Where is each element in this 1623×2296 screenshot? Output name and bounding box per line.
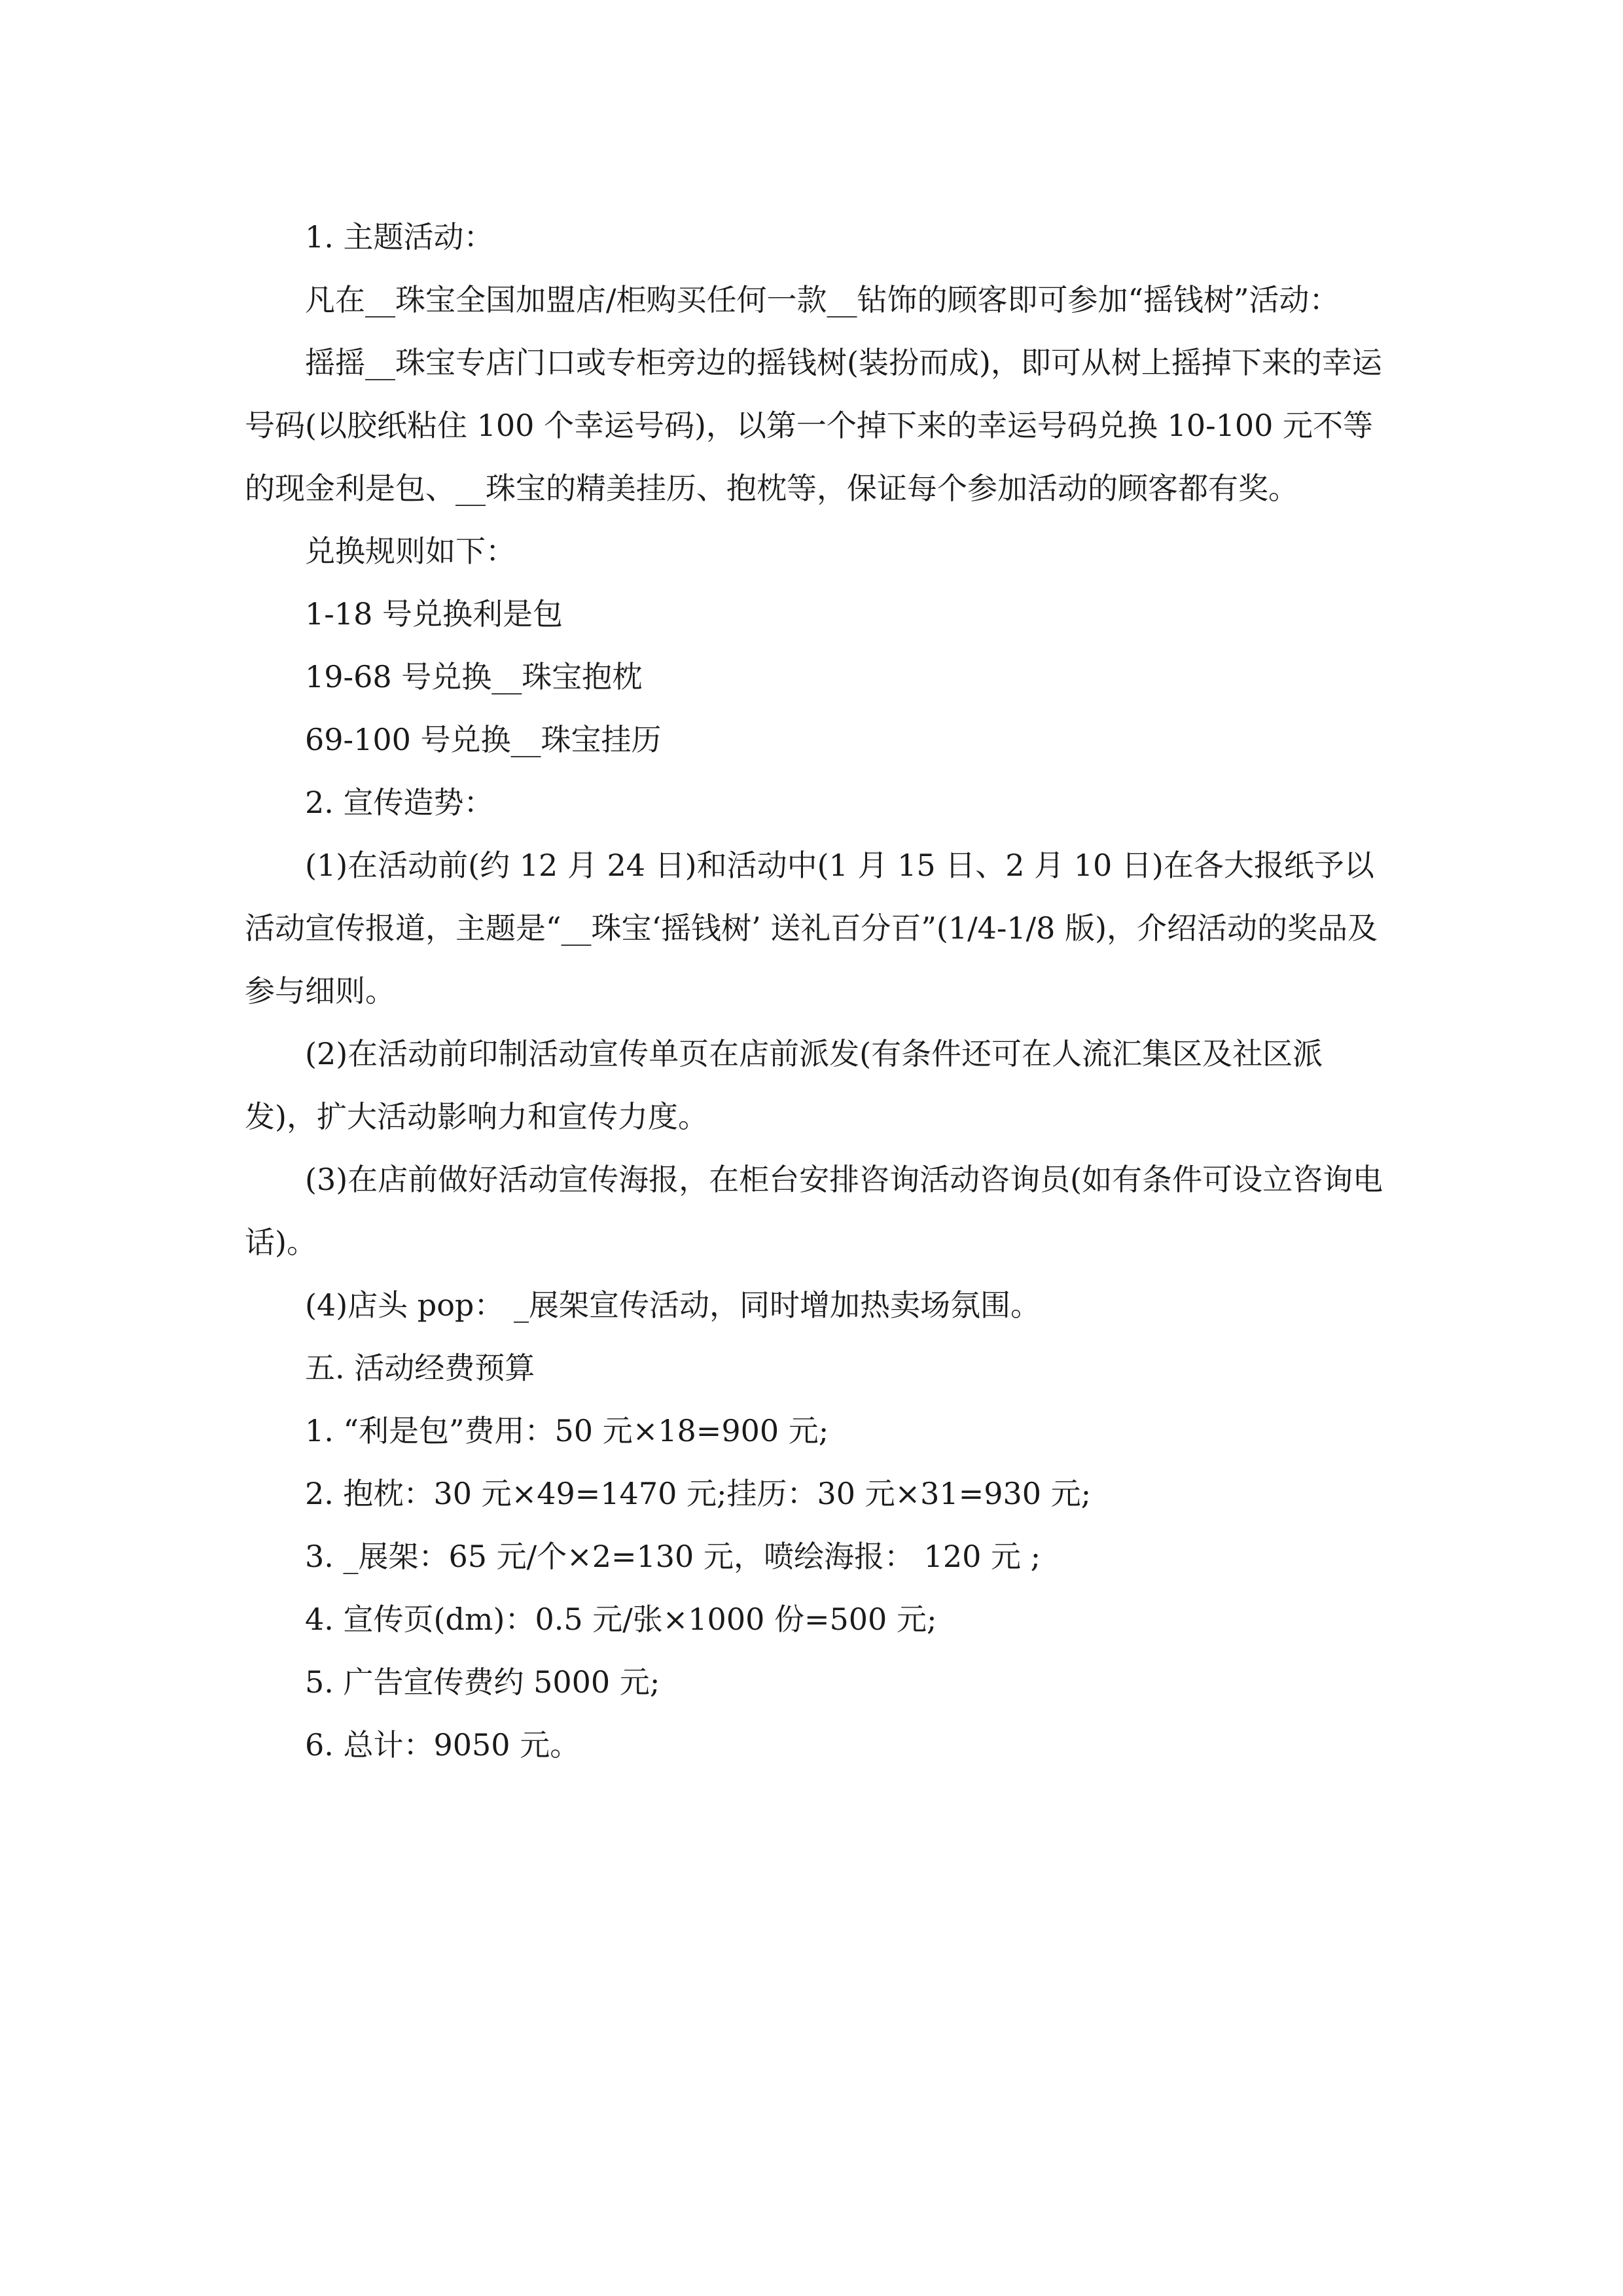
paragraph-participation: 凡在__珠宝全国加盟店/柜购买任何一款__钻饰的顾客即可参加“摇钱树”活动： bbox=[305, 282, 1340, 317]
document-body bbox=[245, 206, 1390, 1776]
rule-item-3: 69-100 号兑换__珠宝挂历 bbox=[305, 722, 662, 757]
budget-item-2: 2. 抱枕：30 元×49=1470 元;挂历：30 元×31=930 元; bbox=[305, 1476, 1092, 1511]
budget-item-1: 1. “利是包”费用：50 元×18=900 元; bbox=[305, 1413, 829, 1448]
promotion-item-3: (3)在店前做好活动宣传海报，在柜台安排咨询活动咨询员(如有条件可设立咨询电话)。 bbox=[245, 1162, 1383, 1260]
heading-budget: 五. 活动经费预算 bbox=[305, 1350, 535, 1386]
promotion-item-2: (2)在活动前印制活动宣传单页在店前派发(有条件还可在人流汇集区及社区派发)，扩大活动影响力和宣传力度。 bbox=[245, 1036, 1323, 1134]
promotion-item-1: (1)在活动前(约 12 月 24 日)和活动中(1 月 15 日、2 月 10 日)在各大报纸予以活动宣传报道，主题是“__珠宝‘摇钱树’ 送礼百分百”(1/4-1/8 版)，介绍活动的奖品及参与细则。 bbox=[245, 848, 1378, 1009]
paragraph-exchange-rules: 兑换规则如下： bbox=[305, 533, 516, 569]
rule-item-2: 19-68 号兑换__珠宝抱枕 bbox=[305, 659, 643, 694]
budget-item-3: 3. _展架：65 元/个×2=130 元，喷绘海报： 120 元 ; bbox=[305, 1539, 1041, 1574]
promotion-item-4: (4)店头 pop： _展架宣传活动，同时增加热卖场氛围。 bbox=[305, 1287, 1041, 1323]
rule-item-1: 1-18 号兑换利是包 bbox=[305, 596, 563, 632]
budget-item-4: 4. 宣传页(dm)：0.5 元/张×1000 份=500 元; bbox=[305, 1602, 937, 1637]
budget-item-5: 5. 广告宣传费约 5000 元; bbox=[305, 1664, 660, 1700]
budget-total: 6. 总计：9050 元。 bbox=[305, 1727, 580, 1763]
heading-theme-activity: 1. 主题活动： bbox=[305, 219, 494, 255]
paragraph-money-tree: 摇摇__珠宝专店门口或专柜旁边的摇钱树(装扮而成)，即可从树上摇掉下来的幸运号码(以胶纸粘住 100 个幸运号码)，以第一个掉下来的幸运号码兑换 10-100 元不等的现金利是包、__珠宝的精美挂历、抱枕等，保证每个参加活动的顾客都有奖。 bbox=[245, 345, 1382, 506]
heading-promotion: 2. 宣传造势： bbox=[305, 785, 494, 820]
